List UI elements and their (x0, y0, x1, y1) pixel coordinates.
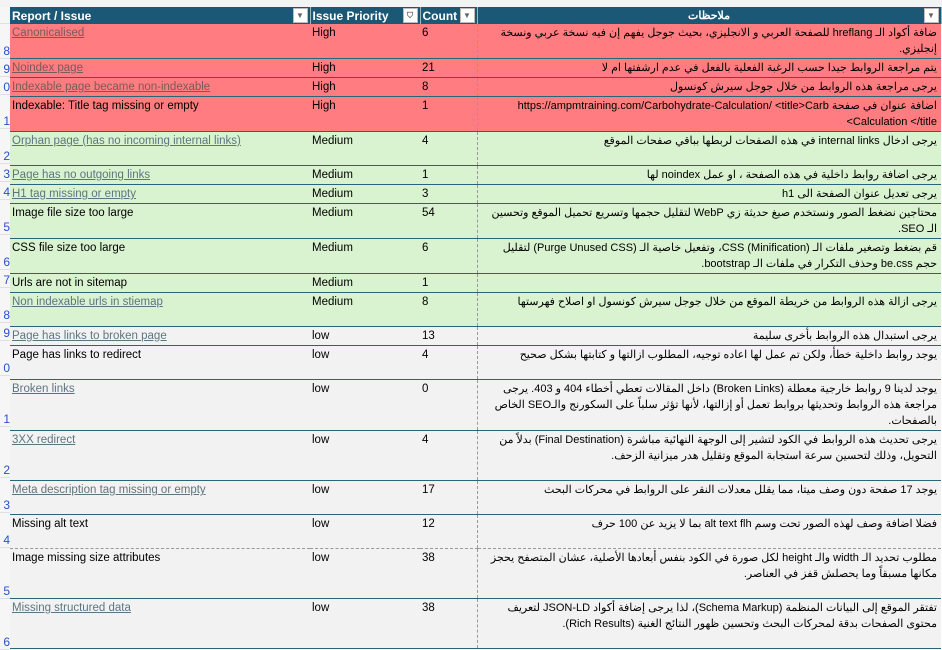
issue-cell[interactable] (10, 204, 310, 239)
table-row (10, 274, 941, 293)
notes-cell[interactable] (477, 481, 941, 515)
issue-cell[interactable] (10, 78, 310, 97)
issue-cell-text: Indexable: Title tag missing or empty (12, 100, 199, 112)
issue-cell[interactable] (10, 185, 310, 204)
notes-cell[interactable] (477, 166, 941, 185)
priority-cell-text: low (312, 518, 330, 530)
issue-link[interactable]: Noindex page (12, 62, 83, 74)
count-cell-text: 38 (422, 552, 435, 564)
row-number[interactable]: 9 (0, 59, 10, 77)
row-number[interactable]: 9 (0, 323, 10, 341)
notes-cell[interactable] (477, 59, 941, 78)
priority-cell-text: Medium (312, 277, 353, 289)
filter-dropdown-icon[interactable]: ▼ (460, 8, 475, 23)
row-number[interactable]: 5 (0, 548, 10, 599)
issue-cell[interactable] (10, 599, 310, 649)
priority-cell[interactable] (310, 24, 420, 59)
count-cell-text: 13 (422, 330, 435, 342)
count-cell[interactable] (420, 132, 477, 166)
issue-link[interactable]: H1 tag missing or empty (12, 188, 136, 200)
priority-cell[interactable] (310, 97, 420, 132)
priority-cell[interactable] (310, 599, 420, 649)
count-cell[interactable] (420, 481, 477, 515)
table-row (10, 599, 941, 649)
issue-link[interactable]: Broken links (12, 383, 75, 395)
row-number[interactable]: 7 (0, 270, 10, 288)
row-number[interactable]: 5 (0, 200, 10, 235)
count-cell-text: 21 (422, 62, 435, 74)
notes-cell-text: يوجد 17 صفحة دون وصف ميتا، مما يقلل معدلات النقر على الروابط في محركات البحث (544, 484, 937, 496)
notes-cell-text: ضافة أكواد الـ hreflang للصفحة العربي و الانجليزي، بحيث جوجل يفهم إن فيه نسخة عربي ونسخة إنجليزي. (500, 27, 937, 55)
issue-cell[interactable] (10, 327, 310, 346)
priority-cell-text: High (312, 100, 336, 112)
priority-cell-text: Medium (312, 296, 353, 308)
table-row (10, 327, 941, 346)
table-row (10, 78, 941, 97)
count-cell-text: 1 (422, 277, 429, 289)
priority-cell-text: High (312, 27, 336, 39)
notes-cell[interactable] (477, 293, 941, 327)
issue-cell-text: Urls are not in sitemap (12, 277, 128, 289)
issue-cell[interactable] (10, 549, 310, 599)
priority-cell[interactable] (310, 327, 420, 346)
count-cell-text: 0 (422, 383, 429, 395)
notes-cell-text: يرجى تعديل عنوان الصفحة الى h1 (782, 188, 937, 200)
table-row (10, 132, 941, 166)
count-cell[interactable] (420, 166, 477, 185)
row-number[interactable]: 1 (0, 95, 10, 129)
count-cell-text: 12 (422, 518, 435, 530)
issue-link[interactable]: Meta description tag missing or empty (12, 484, 206, 496)
count-cell-text: 54 (422, 207, 435, 219)
issue-cell-text: Image missing size attributes (12, 552, 161, 564)
notes-cell[interactable] (477, 204, 941, 239)
filter-dropdown-icon[interactable]: ▼ (293, 8, 308, 23)
priority-cell-text: low (312, 484, 330, 496)
issue-cell[interactable] (10, 380, 310, 431)
table-row (10, 97, 941, 132)
count-cell-text: 1 (422, 169, 429, 181)
row-number[interactable]: 4 (0, 182, 10, 200)
table-row (10, 59, 941, 78)
priority-cell[interactable] (310, 204, 420, 239)
count-cell-text: 3 (422, 188, 429, 200)
row-number[interactable]: 2 (0, 129, 10, 164)
notes-cell-text: يرجى تحديث هذه الروابط في الكود لتشير إلى الوجهة النهائية مباشرة (Final Destination) بدلاً من التحويل، وذلك لتحسين سرعة استجابة الموقع وتقليل هدر ميزانية الزحف. (499, 434, 937, 462)
priority-cell[interactable] (310, 132, 420, 166)
table-row (10, 166, 941, 185)
priority-cell[interactable] (310, 166, 420, 185)
priority-cell[interactable] (310, 431, 420, 481)
priority-cell-text: High (312, 81, 336, 93)
issue-cell[interactable] (10, 293, 310, 327)
issue-cell[interactable] (10, 24, 310, 59)
issue-link[interactable]: Page has no outgoing links (12, 169, 151, 181)
issue-link[interactable]: Canonicalised (12, 27, 85, 39)
priority-cell[interactable] (310, 59, 420, 78)
notes-cell-text: محتاجين نضغط الصور ونستخدم صيغ حديثة زي WebP لتقليل حجمها وتسريع تحميل الموقع وتحسين الـ SEO. (491, 207, 937, 235)
issue-link[interactable]: Missing structured data (12, 602, 131, 614)
priority-cell-text: low (312, 349, 330, 361)
notes-cell[interactable] (477, 97, 941, 132)
row-number[interactable]: 0 (0, 341, 10, 376)
table-header-row (10, 7, 941, 24)
priority-cell[interactable] (310, 380, 420, 431)
row-number[interactable]: 3 (0, 478, 10, 513)
notes-cell[interactable] (477, 185, 941, 204)
notes-cell-text: يرجى استبدال هذه الروابط بأخرى سليمة (752, 330, 937, 342)
table-row (10, 431, 941, 481)
count-cell[interactable] (420, 380, 477, 431)
header-notes: ملاحظات ▼ (477, 7, 941, 24)
count-cell[interactable] (420, 78, 477, 97)
priority-cell[interactable] (310, 185, 420, 204)
notes-cell[interactable] (477, 599, 941, 649)
issue-cell[interactable] (10, 166, 310, 185)
count-cell-text: 8 (422, 296, 429, 308)
issue-link[interactable]: Page has links to broken page (12, 330, 167, 342)
priority-cell[interactable] (310, 239, 420, 274)
notes-cell-text: يوجد روابط داخلية خطأ، ولكن تم عمل لها اعاده توجيه، المطلوب ازالتها و كتابتها بشكل صحيح (519, 349, 937, 361)
notes-cell[interactable] (477, 549, 941, 599)
notes-cell[interactable] (477, 239, 941, 274)
notes-cell[interactable] (477, 24, 941, 59)
notes-cell[interactable] (477, 515, 941, 549)
header-count: Count ▼ (420, 7, 477, 24)
priority-cell-text: low (312, 552, 330, 564)
notes-cell-text: تفتقر الموقع إلى البيانات المنظمة (Schema Markup)، لذا يرجى إضافة أكواد JSON-LD لتعريف محتوى الصفحات بدقة لمحركات البحث وتحسين ظهور النتائج الغنية (Rich Results). (507, 602, 937, 630)
count-cell-text: 4 (422, 434, 429, 446)
count-cell-text: 38 (422, 602, 435, 614)
count-cell-text: 8 (422, 81, 429, 93)
notes-cell-text: فضلا اضافة وصف لهذه الصور تحت وسم alt text flh بما لا يزيد عن 100 حرف (591, 518, 937, 530)
header-priority: Issue Priority ⛉ (310, 7, 420, 24)
table-row (10, 185, 941, 204)
notes-cell-text: يرجى مراجعة هذه الروابط من خلال جوجل سيرش كونسول (670, 81, 937, 93)
row-number[interactable]: 6 (0, 235, 10, 270)
priority-cell[interactable] (310, 481, 420, 515)
row-number[interactable]: 6 (0, 599, 10, 650)
priority-cell-text: low (312, 330, 330, 342)
priority-cell[interactable] (310, 78, 420, 97)
count-cell-text: 6 (422, 27, 429, 39)
count-cell[interactable] (420, 515, 477, 549)
priority-cell-text: Medium (312, 188, 353, 200)
count-cell[interactable] (420, 185, 477, 204)
priority-cell[interactable] (310, 274, 420, 293)
count-cell[interactable] (420, 97, 477, 132)
notes-cell[interactable] (477, 78, 941, 97)
count-cell[interactable] (420, 24, 477, 59)
issue-cell[interactable] (10, 97, 310, 132)
priority-cell-text: Medium (312, 169, 353, 181)
notes-cell-text: يوجد لدينا 9 روابط خارجية معطلة (Broken Links) داخل المقالات تعطي أخطاء 404 و 403. يرجى مراجعة هذه الروابط وتحديثها بروابط تعمل أو إزالتها، لأنها تؤثر سلباً على السكورنج والـSEO الخاص بالصفحات. (494, 383, 937, 427)
issue-cell-text: Page has links to redirect (12, 349, 142, 361)
table-row (10, 24, 941, 59)
row-number[interactable]: 3 (0, 164, 10, 182)
priority-cell-text: High (312, 62, 336, 74)
table-row (10, 204, 941, 239)
priority-cell-text: Medium (312, 207, 353, 219)
priority-cell-text: low (312, 383, 330, 395)
count-cell-text: 1 (422, 100, 429, 112)
count-cell[interactable] (420, 327, 477, 346)
table-row (10, 346, 941, 380)
notes-cell-text: اضافة عنوان في صفحة https://ampmtraining.com/Carbohydrate-Calculation/ <title>Carb Calculation </title> (517, 100, 937, 128)
notes-cell-text: يرجى اضافة روابط داخلية في هذه الصفحة ، او عمل noindex لها (646, 169, 937, 181)
priority-cell-text: low (312, 602, 330, 614)
table-row (10, 239, 941, 274)
count-cell[interactable] (420, 204, 477, 239)
row-number[interactable]: 8 (0, 24, 10, 59)
priority-cell-text: low (312, 434, 330, 446)
issue-link[interactable]: 3XX redirect (12, 434, 76, 446)
issue-link[interactable]: Non indexable urls in stiemap (12, 296, 163, 308)
notes-cell[interactable] (477, 431, 941, 481)
issue-link[interactable]: Indexable page became non-indexable (12, 81, 211, 93)
priority-cell[interactable] (310, 293, 420, 327)
notes-cell[interactable] (477, 380, 941, 431)
seo-issues-table (10, 7, 942, 649)
table-row (10, 481, 941, 515)
issue-cell[interactable] (10, 481, 310, 515)
count-cell[interactable] (420, 59, 477, 78)
row-number[interactable]: 4 (0, 513, 10, 548)
issue-cell[interactable] (10, 515, 310, 549)
notes-cell[interactable] (477, 132, 941, 166)
table-row (10, 293, 941, 327)
table-row (10, 515, 941, 549)
priority-cell-text: Medium (312, 135, 353, 147)
issue-cell[interactable] (10, 59, 310, 78)
notes-cell[interactable] (477, 346, 941, 380)
count-cell[interactable] (420, 431, 477, 481)
issue-cell-text: CSS file size too large (12, 242, 126, 254)
row-number[interactable]: 2 (0, 427, 10, 478)
issue-cell[interactable] (10, 239, 310, 274)
row-number[interactable] (0, 7, 10, 24)
count-cell[interactable] (420, 599, 477, 649)
count-cell[interactable] (420, 549, 477, 599)
notes-cell-text: يرجى ادخال internal links في هذه الصفحات لربطها بباقي صفحات الموقع (603, 135, 937, 147)
issue-link[interactable]: Orphan page (has no incoming internal links) (12, 135, 241, 147)
notes-cell-text: مطلوب تحديد الـ width والـ height لكل صورة في الكود بنفس أبعادها الأصلية، عشان المتصفح يحجز مكانها مسبقاً وما يحصلش قفز في العناصر. (490, 552, 937, 580)
notes-cell-text: قم بضغط وتصغير ملفات الـ CSS (Minification)، وتفعيل خاصية الـ (Purge Unused CSS) لتقليل حجم be.css وحذف التكرار في ملفات الـ bootstrap. (502, 242, 937, 270)
priority-cell-text: Medium (312, 242, 353, 254)
issue-cell[interactable] (10, 274, 310, 293)
notes-cell[interactable] (477, 327, 941, 346)
header-issue: Report / Issue ▼ (10, 7, 310, 24)
notes-cell[interactable] (477, 274, 941, 293)
table-row (10, 380, 941, 431)
count-cell-text: 6 (422, 242, 429, 254)
count-cell[interactable] (420, 346, 477, 380)
filter-dropdown-icon[interactable]: ▼ (924, 8, 939, 23)
count-cell-text: 4 (422, 135, 429, 147)
row-number[interactable]: 1 (0, 376, 10, 427)
notes-cell-text: يرجى ازالة هذه الروابط من خريطة الموقع من خلال جوجل سيرش كونسول او اصلاح فهرستها (517, 296, 937, 308)
issue-cell[interactable] (10, 431, 310, 481)
row-number[interactable]: 8 (0, 288, 10, 323)
priority-cell[interactable] (310, 549, 420, 599)
filter-active-icon[interactable]: ⛉ (403, 8, 418, 23)
issue-cell[interactable] (10, 346, 310, 380)
issue-cell[interactable] (10, 132, 310, 166)
issue-cell-text: Missing alt text (12, 518, 89, 530)
count-cell[interactable] (420, 274, 477, 293)
table-row (10, 549, 941, 599)
row-number-column (0, 7, 10, 650)
count-cell[interactable] (420, 239, 477, 274)
row-number[interactable]: 0 (0, 77, 10, 95)
count-cell-text: 17 (422, 484, 435, 496)
issue-cell-text: Image file size too large (12, 207, 134, 219)
count-cell[interactable] (420, 293, 477, 327)
count-cell-text: 4 (422, 349, 429, 361)
notes-cell-text: يتم مراجعة الروابط جيدا حسب الرغبة الفعلية بالفعل في عدم ارشفتها ام لا (601, 62, 937, 74)
priority-cell[interactable] (310, 515, 420, 549)
priority-cell[interactable] (310, 346, 420, 380)
